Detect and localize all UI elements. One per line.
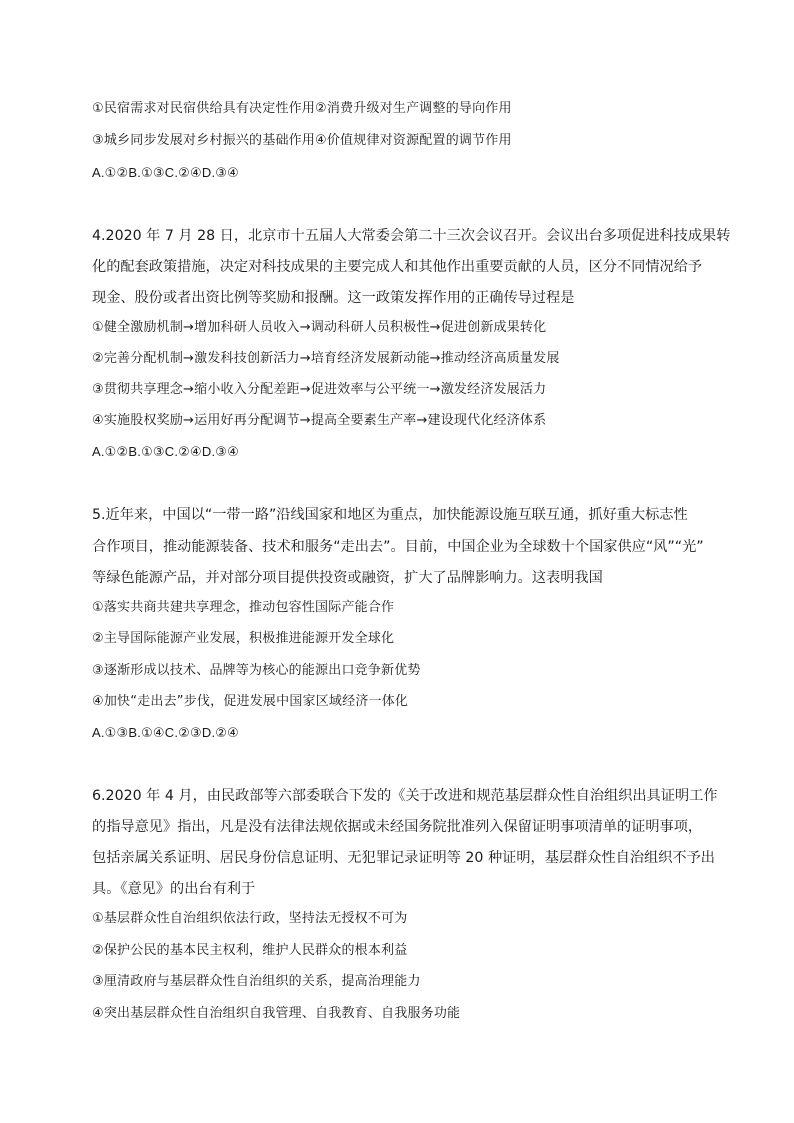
q4-stem-line-2: 化的配套政策措施，决定对科技成果的主要完成人和其他作出重要贡献的人员，区分不同情况给予 (92, 259, 703, 275)
q6-option-3: ③厘清政府与基层群众性自治组织的关系，提高治理能力 (92, 974, 421, 989)
q6-option-4: ④突出基层群众性自治组织自我管理、自我教育、自我服务功能 (92, 1006, 461, 1021)
q5-option-1: ①落实共商共建共享理念，推动包容性国际产能合作 (92, 600, 395, 615)
q3-answer-choices: A.①②B.①③C.②④D.③④ (92, 165, 239, 180)
q4-stem-line-3: 现金、股份或者出资比例等奖励和报酬。这一政策发挥作用的正确传导过程是 (92, 290, 575, 306)
q6-stem-line-4: 具。《意见》的出台有利于 (92, 881, 256, 897)
q5-stem-line-2: 合作项目，推动能源装备、技术和服务“走出去”。目前，中国企业为全球数十个国家供应“风”“光” (92, 539, 704, 555)
q3-option-3-4: ③城乡同步发展对乡村振兴的基础作用④价值规律对资源配置的调节作用 (92, 133, 512, 148)
q4-option-1: ①健全激励机制→增加科研人员收入→调动科研人员积极性→促进创新成果转化 (92, 320, 547, 335)
q5-answer-choices: A.①③B.①④C.②③D.②④ (92, 725, 239, 740)
q5-stem-line-1: 5.近年来，中国以“一带一路”沿线国家和地区为重点，加快能源设施互联互通，抓好重大标志性 (92, 507, 688, 523)
q6-option-1: ①基层群众性自治组织依法行政，坚持法无授权不可为 (92, 911, 408, 926)
q6-option-2: ②保护公民的基本民主权利，维护人民群众的根本利益 (92, 943, 408, 958)
q5-stem-line-3: 等绿色能源产品，并对部分项目提供投资或融资，扩大了品牌影响力。这表明我国 (92, 570, 603, 586)
q3-option-1-2: ①民宿需求对民宿供给具有决定性作用②消费升级对生产调整的导向作用 (92, 101, 512, 116)
q4-answer-choices: A.①②B.①③C.②④D.③④ (92, 444, 239, 459)
q4-option-2: ②完善分配机制→激发科技创新活力→培育经济发展新动能→推动经济高质量发展 (92, 351, 560, 366)
q5-option-4: ④加快“走出去”步伐，促进发展中国家区域经济一体化 (92, 694, 409, 709)
q4-option-3: ③贯彻共享理念→缩小收入分配差距→促进效率与公平统一→激发经济发展活力 (92, 382, 547, 397)
q4-option-4: ④实施股权奖励→运用好再分配调节→提高全要素生产率→建设现代化经济体系 (92, 413, 547, 428)
q5-option-2: ②主导国际能源产业发展，积极推进能源开发全球化 (92, 631, 395, 646)
q6-stem-line-2: 的指导意见》指出，凡是没有法律法规依据或未经国务院批准列入保留证明事项清单的证明事项， (92, 819, 703, 835)
q6-stem-line-3: 包括亲属关系证明、居民身份信息证明、无犯罪记录证明等 20 种证明，基层群众性自治组织不予出 (92, 850, 715, 866)
q6-stem-line-1: 6.2020 年 4 月，由民政部等六部委联合下发的《关于改进和规范基层群众性自治组织出具证明工作 (92, 788, 718, 804)
q4-stem-line-1: 4.2020 年 7 月 28 日，北京市十五届人大常委会第二十三次会议召开。会议出台多项促进科技成果转 (92, 228, 731, 244)
q5-option-3: ③逐渐形成以技术、品牌等为核心的能源出口竞争新优势 (92, 663, 421, 678)
